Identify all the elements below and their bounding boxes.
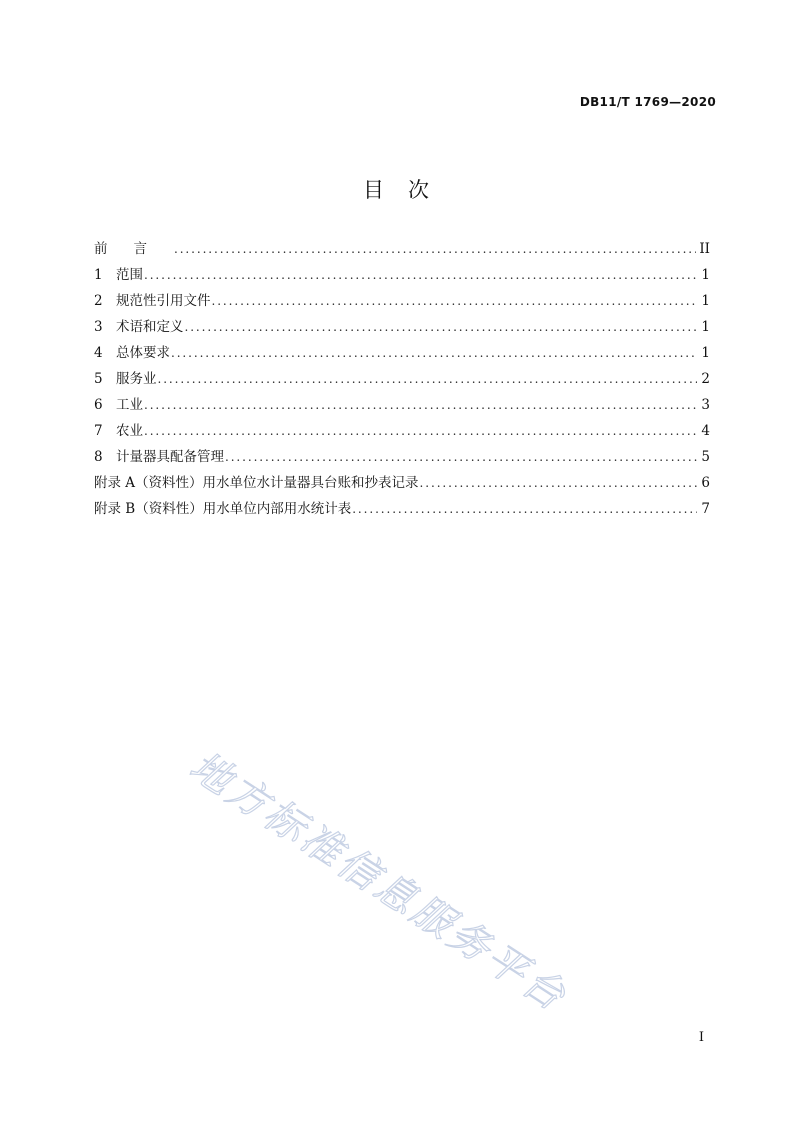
toc-leader-dots (158, 366, 698, 392)
toc-entry-number: 5 (94, 371, 103, 387)
toc-entry-label: 范围 (116, 267, 143, 283)
toc-entry-page: 1 (701, 319, 710, 335)
toc-leader-dots (144, 392, 697, 418)
toc-leader-dots (352, 496, 697, 522)
toc-entry-foreword[interactable] (94, 236, 710, 262)
toc-entry-label: 前言 (94, 241, 173, 257)
toc-entry-page: 3 (701, 397, 710, 413)
page-number: I (698, 1030, 704, 1045)
toc-entry-page: 1 (701, 267, 710, 283)
watermark: 地方标准信息服务平台 (181, 743, 576, 1022)
toc-entry-label: 农业 (116, 423, 143, 439)
toc-leader-dots (212, 288, 698, 314)
toc-entry-label: 计量器具配备管理 (116, 449, 224, 465)
toc-entry-2[interactable] (94, 288, 710, 314)
toc-entry-number: 2 (94, 293, 103, 309)
toc-leader-dots (225, 444, 697, 470)
toc-leader-dots (144, 418, 697, 444)
toc-entry-page: 5 (701, 449, 710, 465)
toc-entry-page: 7 (701, 501, 710, 517)
toc-entry-number: 7 (94, 423, 103, 439)
toc-entry-appendix-a[interactable] (94, 470, 710, 496)
toc-leader-dots (171, 340, 697, 366)
toc-leader-dots (174, 236, 696, 262)
toc-entry-5[interactable] (94, 366, 710, 392)
toc-entry-3[interactable] (94, 314, 710, 340)
table-of-contents (94, 236, 710, 522)
toc-leader-dots (144, 262, 697, 288)
toc-entry-label: 术语和定义 (116, 319, 184, 335)
toc-entry-8[interactable] (94, 444, 710, 470)
toc-entry-number: 8 (94, 449, 103, 465)
toc-entry-number: 6 (94, 397, 103, 413)
toc-entry-label: 工业 (116, 397, 143, 413)
toc-entry-page: II (699, 241, 710, 257)
toc-entry-label: 附录 B（资料性）用水单位内部用水统计表 (94, 501, 352, 517)
toc-entry-page: 1 (701, 293, 710, 309)
toc-entry-page: 1 (701, 345, 710, 361)
toc-entry-label: 总体要求 (116, 345, 170, 361)
toc-entry-page: 4 (701, 423, 710, 439)
toc-entry-4[interactable] (94, 340, 710, 366)
toc-entry-number: 1 (94, 267, 103, 283)
page-title (0, 174, 792, 204)
toc-entry-number: 3 (94, 319, 103, 335)
title-char-1: 目 (363, 178, 384, 202)
toc-entry-1[interactable] (94, 262, 710, 288)
toc-entry-page: 6 (701, 475, 710, 491)
toc-entry-number: 4 (94, 345, 103, 361)
toc-entry-label: 附录 A（资料性）用水单位水计量器具台账和抄表记录 (94, 475, 419, 491)
title-char-2: 次 (408, 178, 429, 202)
toc-entry-label: 服务业 (116, 371, 157, 387)
toc-entry-7[interactable] (94, 418, 710, 444)
document-code: DB11/T 1769—2020 (579, 95, 716, 109)
toc-entry-appendix-b[interactable] (94, 496, 710, 522)
toc-leader-dots (185, 314, 698, 340)
toc-entry-6[interactable] (94, 392, 710, 418)
toc-entry-label: 规范性引用文件 (116, 293, 211, 309)
toc-entry-page: 2 (701, 371, 710, 387)
toc-leader-dots (420, 470, 697, 496)
